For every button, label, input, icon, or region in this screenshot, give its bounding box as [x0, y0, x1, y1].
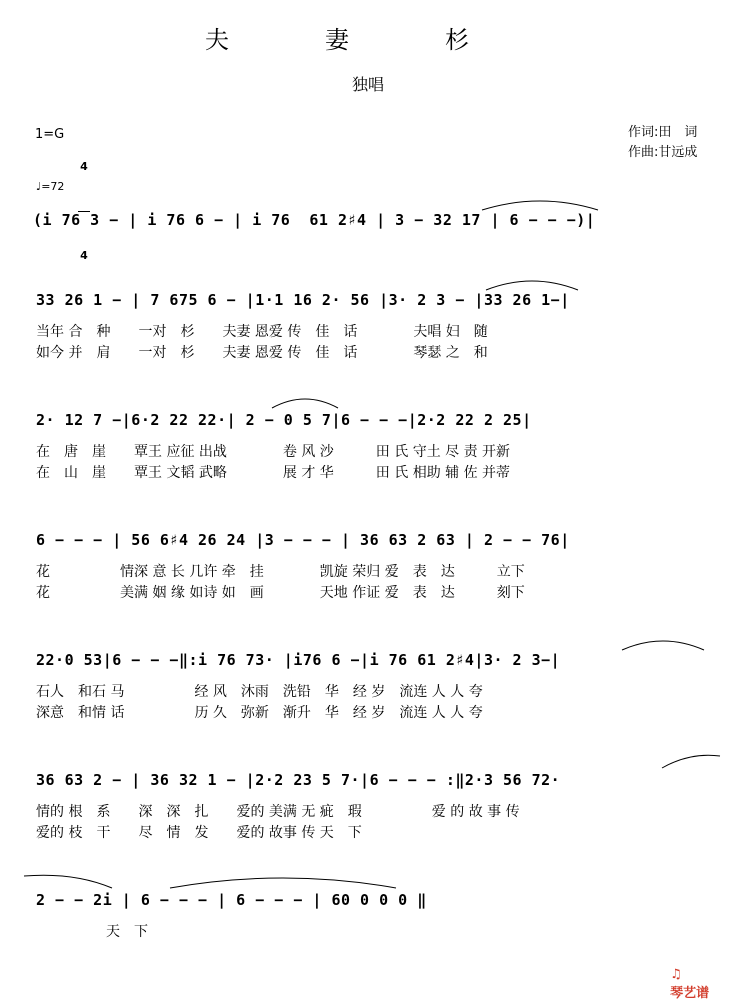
system-1-notes: (i 76 3 − | i 76 6 − | i 76 61 2♯4 | 3 − 32 17 | 6 − − −)|	[33, 211, 596, 229]
system-5-lyrics-verse-1: 石人 和石 马 经 风 沐雨 洗铅 华 经 岁 流连 人 人 夸	[36, 684, 483, 700]
system-3-lyrics-verse-1: 在 唐 崖 覃王 应征 出战 卷 风 沙 田 氏 守土 尽 责 开新	[36, 444, 511, 460]
composer-credit: 作曲:甘远成	[628, 145, 698, 160]
tempo-mark: ♩=72	[36, 180, 65, 193]
system-6-tie-out	[660, 754, 722, 770]
system-4-lyrics-verse-2: 花 美满 姻 缘 如诗 如 画 天地 作证 爱 表 达 刻下	[36, 585, 525, 601]
system-2-notes: 33 26 1 − | 7 675 6 − |1·1 16 2· 56 |3· 2 3 − |33 26 1−|	[36, 291, 570, 309]
time-signature-top: 4	[80, 160, 88, 173]
system-6-notes: 36 63 2 − | 36 32 1 − |2·2 23 5 7·|6 − − − :‖2·3 56 72·	[36, 771, 561, 789]
system-2-slur	[484, 278, 580, 292]
system-6-lyrics-verse-1: 情的 根 系 深 深 扎 爱的 美满 无 疵 瑕 爱 的 故 事 传	[36, 804, 520, 820]
time-signature-bottom: 4	[80, 249, 88, 262]
system-2-lyrics-verse-2: 如今 并 肩 一对 杉 夫妻 恩爱 传 佳 话 琴瑟 之 和	[36, 345, 488, 361]
system-1-slur	[480, 198, 600, 212]
system-3-slur	[270, 396, 340, 410]
system-3-notes: 2· 12 7 −|6·2 22 22·| 2 − 0 5 7|6 − − −|2·2 22 2 25|	[36, 411, 532, 429]
system-4-notes: 6 − − − | 56 6♯4 26 24 |3 − − − | 36 63 2 63 | 2 − − 76|	[36, 531, 570, 549]
system-3-lyrics-verse-2: 在 山 崖 覃王 文韬 武略 展 才 华 田 氏 相助 辅 佐 并蒂	[36, 465, 511, 481]
lyricist-credit: 作词:田 词	[628, 125, 698, 140]
system-4-lyrics-verse-1: 花 情深 意 长 几许 牵 挂 凯旋 荣归 爱 表 达 立下	[36, 564, 525, 580]
key-signature: 1=G	[35, 127, 65, 142]
song-subtitle: 独唱	[352, 75, 385, 94]
system-6-lyrics-verse-2: 爱的 枝 干 尽 情 发 爱的 故事 传 天 下	[36, 825, 362, 841]
system-5-slur	[620, 638, 706, 652]
system-5-lyrics-verse-2: 深意 和情 话 历 久 弥新 渐升 华 经 岁 流连 人 人 夸	[36, 705, 483, 721]
system-7-lyrics-verse-1: 天 下	[36, 924, 148, 940]
time-signature	[78, 124, 90, 280]
system-7-notes: 2 − − 2i | 6 − − − | 6 − − − | 60 0 0 0 ‖	[36, 891, 427, 909]
song-title: 夫 妻 杉	[205, 26, 469, 54]
system-5-notes: 22·0 53|6 − − −‖:i 76 73· |i76 6 −|i 76 61 2♯4|3· 2 3−|	[36, 651, 561, 669]
watermark-logo	[660, 944, 709, 1001]
system-7-slur	[168, 876, 398, 890]
watermark-text: 琴艺谱	[670, 986, 710, 1001]
system-2-lyrics-verse-1: 当年 合 种 一对 杉 夫妻 恩爱 传 佳 话 夫唱 妇 随	[36, 324, 488, 340]
watermark-icon: ♫	[670, 967, 682, 982]
system-7-tie-in	[24, 874, 114, 890]
